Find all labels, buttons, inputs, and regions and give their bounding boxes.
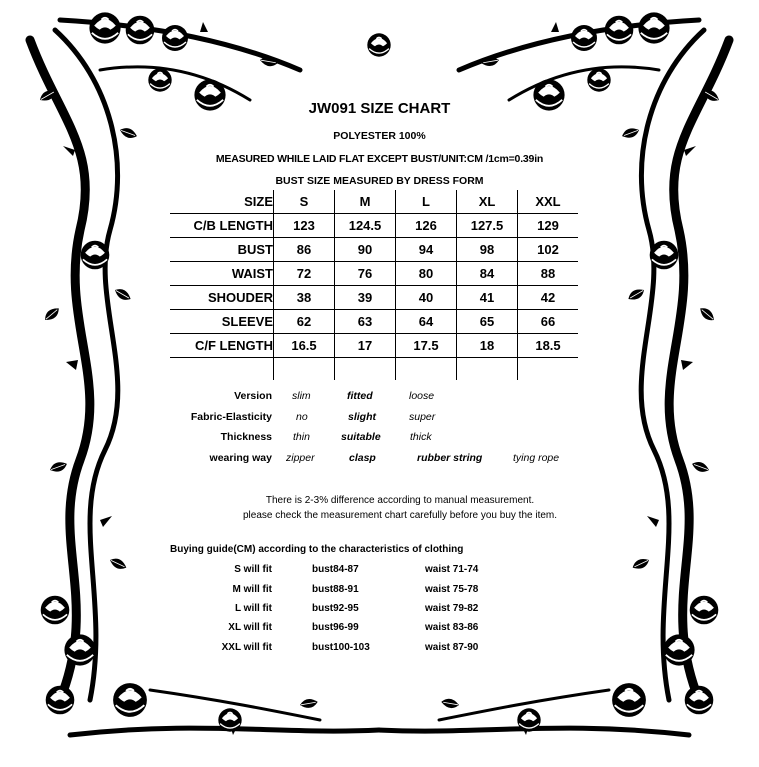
guide-size: XXL will fit xyxy=(221,642,272,653)
table-spacer-row xyxy=(170,358,578,381)
attr-label-wearing-way: wearing way xyxy=(209,452,272,464)
guide-size: XL will fit xyxy=(228,622,272,633)
table-row xyxy=(170,310,578,334)
table-cell: 63 xyxy=(335,310,396,334)
attr-value: tying rope xyxy=(513,452,560,464)
attr-value-selected: fitted xyxy=(347,390,373,402)
guide-waist: waist 83-86 xyxy=(425,622,479,633)
table-cell: 80 xyxy=(396,262,457,286)
table-row xyxy=(170,262,578,286)
table-cell: 76 xyxy=(335,262,396,286)
table-header-cell: L xyxy=(396,190,457,214)
table-header-cell: XXL xyxy=(518,190,579,214)
row-label: BUST xyxy=(170,238,274,262)
attr-value-selected: suitable xyxy=(341,431,381,443)
table-cell: 66 xyxy=(518,310,579,334)
guide-waist: waist 75-78 xyxy=(425,584,479,595)
guide-size: S will fit xyxy=(234,564,272,575)
guide-bust: bust84-87 xyxy=(312,564,359,575)
guide-waist: waist 79-82 xyxy=(425,603,479,614)
guide-size: M will fit xyxy=(232,584,272,595)
table-cell: 90 xyxy=(335,238,396,262)
row-label: WAIST xyxy=(170,262,274,286)
table-cell: 38 xyxy=(274,286,335,310)
attr-label-thickness: Thickness xyxy=(220,431,272,443)
guide-bust: bust92-95 xyxy=(312,603,359,614)
table-cell: 62 xyxy=(274,310,335,334)
table-cell: 17 xyxy=(335,334,396,358)
table-cell: 126 xyxy=(396,214,457,238)
bust-note: BUST SIZE MEASURED BY DRESS FORM xyxy=(275,175,484,187)
guide-waist: waist 87-90 xyxy=(425,642,479,653)
attr-value: thick xyxy=(410,431,432,443)
row-label: SLEEVE xyxy=(170,310,274,334)
chart-title: JW091 SIZE CHART xyxy=(308,100,451,117)
table-cell: 123 xyxy=(274,214,335,238)
table-row xyxy=(170,214,578,238)
check-note: please check the measurement chart carefully before you buy the item. xyxy=(242,510,558,521)
table-header-cell: XL xyxy=(457,190,518,214)
guide-bust: bust96-99 xyxy=(312,622,359,633)
table-cell: 72 xyxy=(274,262,335,286)
table-header-cell: S xyxy=(274,190,335,214)
table-cell: 124.5 xyxy=(335,214,396,238)
attr-value-selected: clasp xyxy=(349,452,376,464)
table-cell: 39 xyxy=(335,286,396,310)
table-cell: 41 xyxy=(457,286,518,310)
table-cell: 17.5 xyxy=(396,334,457,358)
size-table xyxy=(170,190,578,380)
attr-value: super xyxy=(409,411,436,423)
table-cell: 102 xyxy=(518,238,579,262)
table-cell: 86 xyxy=(274,238,335,262)
guide-size: L will fit xyxy=(234,603,272,614)
buying-guide-title: Buying guide(CM) according to the characteristics of clothing xyxy=(170,544,464,555)
material-note: POLYESTER 100% xyxy=(333,130,426,142)
table-cell: 129 xyxy=(518,214,579,238)
guide-bust: bust88-91 xyxy=(312,584,359,595)
table-row xyxy=(170,286,578,310)
attr-value: thin xyxy=(293,431,310,443)
table-cell: 84 xyxy=(457,262,518,286)
size-header-row xyxy=(170,190,578,214)
guide-bust: bust100-103 xyxy=(312,642,370,653)
attr-value: loose xyxy=(409,390,435,402)
difference-note: There is 2-3% difference according to manual measurement. xyxy=(265,495,535,506)
table-cell: 42 xyxy=(518,286,579,310)
attr-value-selected: rubber string xyxy=(417,452,483,464)
attr-label-elasticity: Fabric-Elasticity xyxy=(190,411,272,423)
table-cell: 18 xyxy=(457,334,518,358)
table-row xyxy=(170,334,578,358)
table-cell: 127.5 xyxy=(457,214,518,238)
table-cell: 16.5 xyxy=(274,334,335,358)
attr-value: no xyxy=(296,411,308,423)
table-cell: 88 xyxy=(518,262,579,286)
table-cell: 65 xyxy=(457,310,518,334)
attr-value-selected: slight xyxy=(348,411,376,423)
attr-label-version: Version xyxy=(234,390,272,402)
measurement-note: MEASURED WHILE LAID FLAT EXCEPT BUST/UNIT:CM /1cm=0.39in xyxy=(215,153,544,165)
table-cell: 94 xyxy=(396,238,457,262)
table-header-cell: M xyxy=(335,190,396,214)
table-header-cell: SIZE xyxy=(170,190,274,214)
table-cell: 18.5 xyxy=(518,334,579,358)
table-row xyxy=(170,238,578,262)
table-cell: 64 xyxy=(396,310,457,334)
guide-waist: waist 71-74 xyxy=(425,564,479,575)
attr-value: zipper xyxy=(286,452,315,464)
row-label: C/B LENGTH xyxy=(170,214,274,238)
table-cell: 98 xyxy=(457,238,518,262)
table-cell: 40 xyxy=(396,286,457,310)
row-label: C/F LENGTH xyxy=(170,334,274,358)
attr-value: slim xyxy=(292,390,311,402)
row-label: SHOUDER xyxy=(170,286,274,310)
